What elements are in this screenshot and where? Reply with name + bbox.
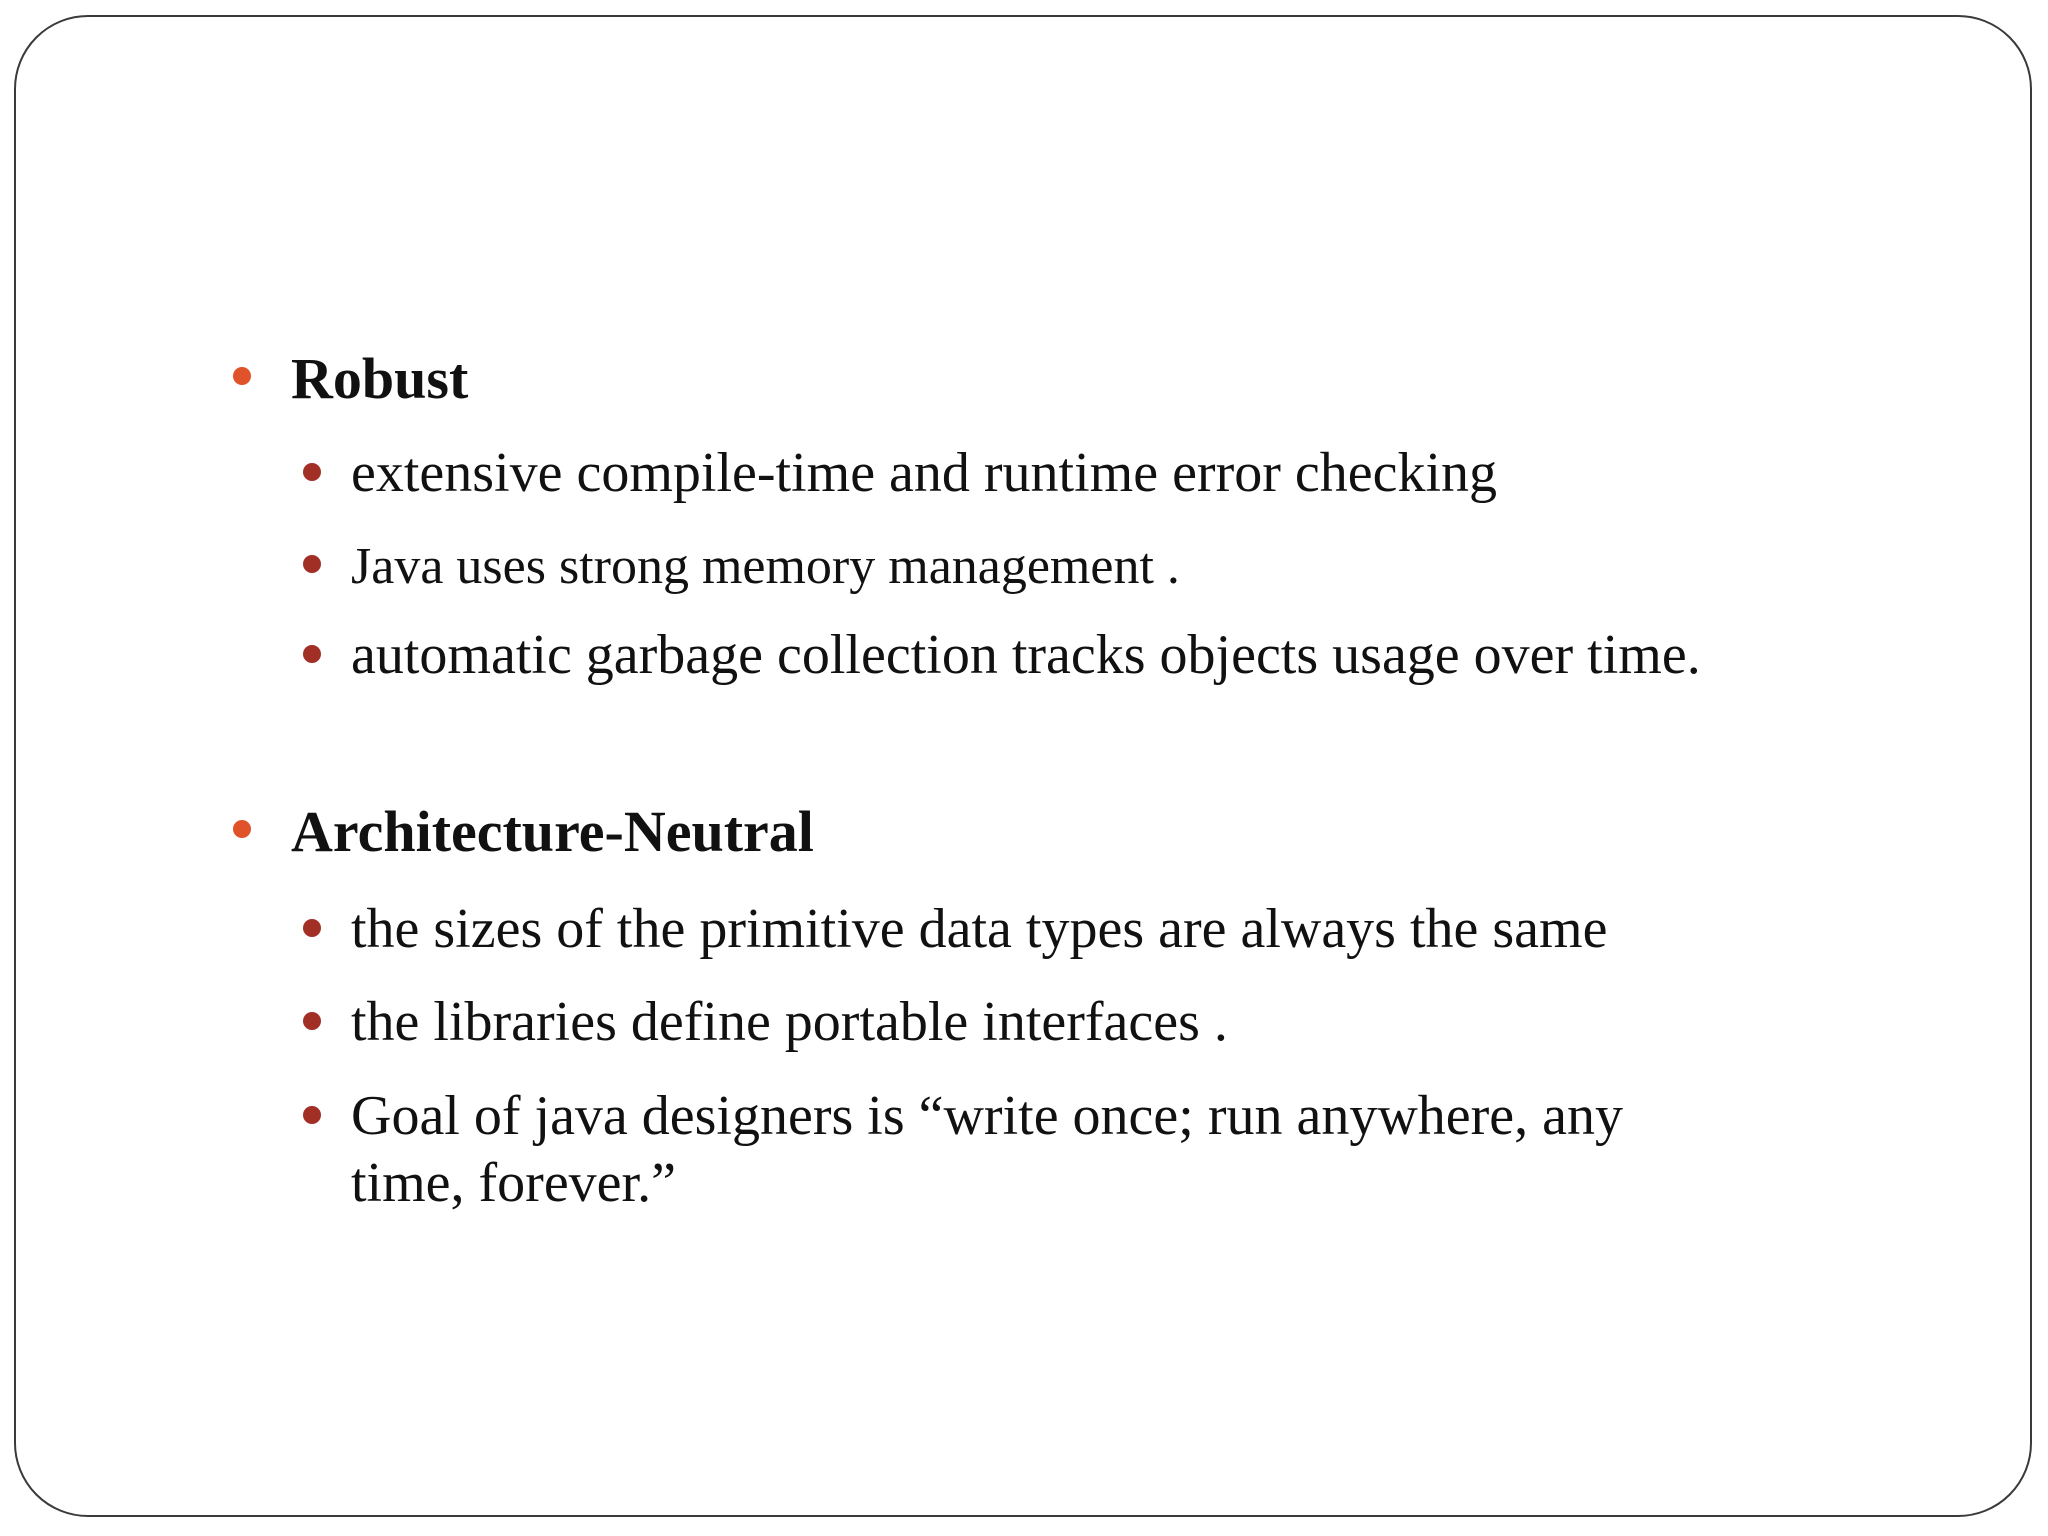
slide-content — [16, 17, 2030, 1515]
robust-item-1: extensive compile-time and runtime error checking — [351, 442, 1498, 504]
heading-robust: Robust — [291, 346, 469, 411]
bullet-dot-icon — [303, 1106, 321, 1124]
bullet-dot-icon — [303, 463, 321, 481]
heading-architecture-neutral: Architecture-Neutral — [291, 799, 814, 864]
slide — [14, 15, 2032, 1517]
bullet-dot-icon — [303, 555, 321, 573]
bullet-dot-icon — [303, 645, 321, 663]
arch-item-3-line-1: Goal of java designers is “write once; run anywhere, any — [351, 1085, 1623, 1147]
robust-item-2: Java uses strong memory management . — [351, 538, 1180, 595]
bullet-dot-icon — [303, 919, 321, 937]
bullet-dot-icon — [233, 367, 251, 385]
robust-item-3: automatic garbage collection tracks objects usage over time. — [351, 624, 1701, 686]
bullet-dot-icon — [233, 820, 251, 838]
bullet-dot-icon — [303, 1012, 321, 1030]
arch-item-3-line-2: time, forever.” — [351, 1152, 676, 1214]
arch-item-1: the sizes of the primitive data types are always the same — [351, 898, 1608, 960]
arch-item-2: the libraries define portable interfaces . — [351, 991, 1228, 1053]
